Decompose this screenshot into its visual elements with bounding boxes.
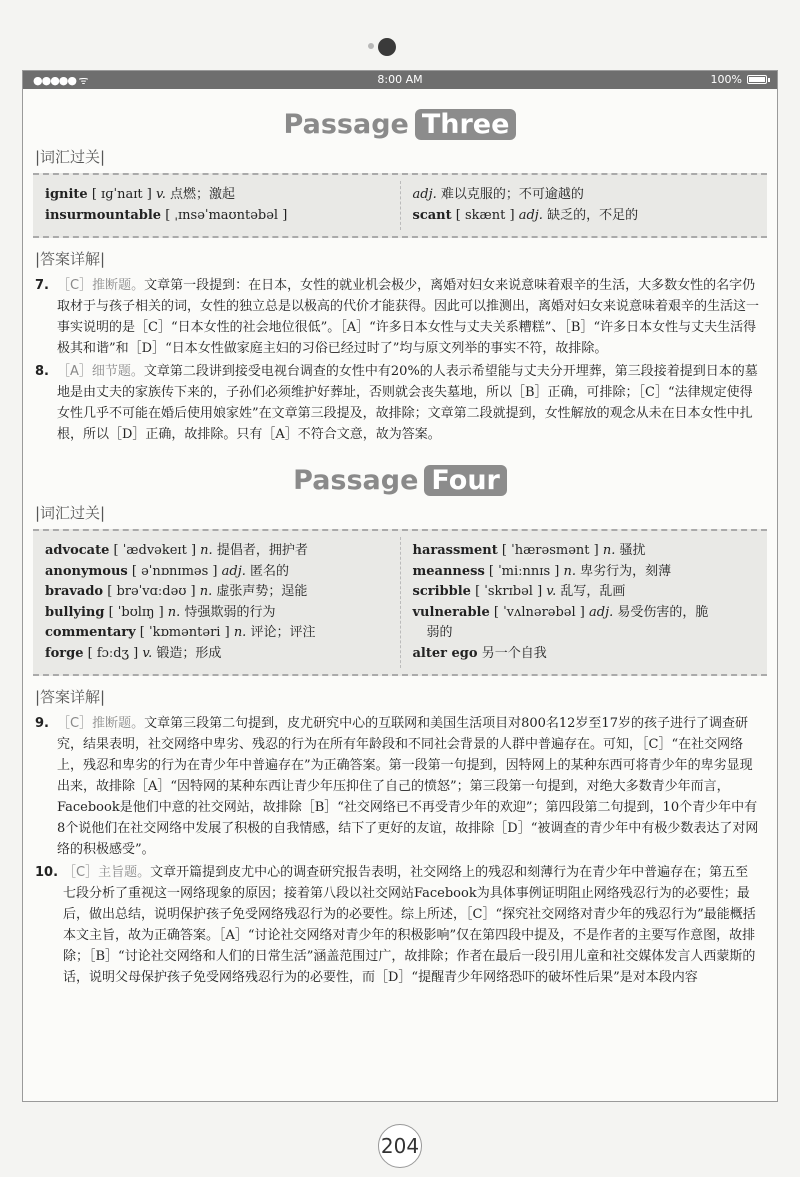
vocab-word: scant — [412, 207, 452, 223]
vocab-meaning: 点燃；激起 — [170, 187, 236, 202]
answers-section-label: |答案详解| — [35, 688, 106, 706]
vocab-pos: n. — [199, 584, 213, 599]
answer-item — [23, 275, 777, 359]
vocab-entry — [413, 582, 756, 603]
vocab-meaning: 虚张声势；逞能 — [216, 584, 308, 599]
battery-percent: 100% — [710, 73, 742, 86]
vocab-pos: n. — [200, 543, 213, 558]
answer-key: ［C］推断题。 — [57, 278, 145, 293]
vocab-entry — [413, 603, 756, 624]
answer-number: 9. — [35, 716, 49, 731]
vocab-pos: n. — [167, 604, 181, 620]
vocab-word: insurmountable — [45, 207, 162, 223]
camera-dot — [368, 43, 374, 49]
vocab-phonetic: [ ˈhærəsmənt ] — [501, 543, 599, 558]
answers-list-three — [23, 275, 777, 445]
vocab-word: forge — [45, 645, 84, 661]
vocab-entry — [45, 582, 388, 603]
vocab-column-right — [401, 181, 768, 230]
passage-three-title — [23, 109, 777, 140]
vocab-entry — [45, 562, 388, 583]
vocab-word: commentary — [45, 625, 136, 640]
answer-text: 文章开篇提到皮尤中心的调查研究报告表明，社交网络上的残忍和刻薄行为在青少年中普遍存在；第五至七段分析了重视这一网络现象的原因；接着第八段以社交网站Facebook为具体事例证明阻止网络残忍行为的必要性；最后，做出总结，说明保护孩子免受网络残忍行为的必要性。综上所述，［C］“探究社交网络对青少年的残忍行为”最能概括本文主旨，故为正确答案。［A］“讨论社交网络对青少年的积极影响”仅在第四段中提及，不是作者的主要写作意图，故排除；［B］“讨论社交网络和人们的日常生活”涵盖范围过广，故排除；作者在最后一段引用儿童和社交媒体发言人西蒙斯的话，说明父母保护孩子免受网络残忍行为的必要性，而［D］“提醒青少年网络恐吓的破坏性后果”是对本段内容 — [63, 865, 756, 985]
vocab-pos: n. — [602, 543, 616, 558]
vocab-word: harassment — [412, 543, 498, 558]
vocab-meaning: 评论；评注 — [250, 625, 316, 640]
vocab-meaning: 难以克服的；不可逾越的 — [440, 187, 584, 202]
vocab-entry — [45, 206, 388, 227]
answer-item — [23, 361, 777, 445]
vocab-meaning: 锻造；形成 — [156, 645, 222, 661]
vocab-entry — [413, 541, 756, 562]
answer-text: 文章第三段第二句提到，皮尤研究中心的互联网和美国生活项目对800名12岁至17岁的孩子进行了调查研究，结果表明，社交网络中卑劣、残忍的行为在所有年龄段和不同社会背景的人群中普遍存在。可知，［C］“在社交网络上，残忍和卑劣的行为在青少年中普遍存在”为正确答案。第一段第一句提到，因特网上的某种东西可将青少年的卑劣显现出来，故排除［A］“因特网的某种东西让青少年压抑住了自己的愤怒”；第三段第一句提到，对绝大多数青少年而言，Facebook是他们中意的社交网站，故排除［B］“社交网络已不再受青少年的欢迎”；第四段第二句提到，10个青少年中有8个说他们在社交网络中发展了积极的自我情感，结下了更好的友谊，故排除［D］“被调查的青少年中有极少数表达了对网络的积极感受”。 — [57, 716, 759, 857]
vocab-phonetic: [ ˈskrɪbəl ] — [475, 584, 543, 599]
passage-four-title — [23, 465, 777, 496]
vocab-phonetic: [ ˈbʊlɪŋ ] — [108, 604, 164, 620]
vocab-entry — [413, 562, 756, 583]
vocab-column-left — [33, 181, 401, 230]
vocab-pos: v. — [155, 187, 166, 202]
answer-key: ［C］主旨题。 — [63, 865, 151, 880]
answers-list-four — [23, 713, 777, 988]
vocab-entry — [413, 623, 756, 644]
vocab-meaning: 缺乏的，不足的 — [547, 207, 639, 223]
vocab-meaning: 匿名的 — [250, 563, 290, 579]
vocab-pos: adj. — [412, 187, 437, 202]
vocab-phonetic: [ ˈmiːnnɪs ] — [488, 563, 560, 579]
vocab-pos: v. — [546, 584, 557, 599]
vocab-section-label: |词汇过关| — [35, 148, 106, 166]
vocab-phonetic: [ skænt ] — [455, 207, 515, 223]
vocab-pos: n. — [563, 563, 576, 579]
vocab-entry — [45, 623, 388, 644]
vocab-column-right — [401, 537, 768, 668]
vocab-word: bravado — [45, 584, 104, 599]
vocab-entry — [45, 185, 388, 206]
battery-status — [711, 73, 767, 86]
vocab-meaning: 恃强欺弱的行为 — [184, 604, 276, 620]
tablet-screen — [22, 70, 778, 1102]
signal-icon: ●●●●● ᯤ — [33, 74, 88, 87]
vocab-box-four — [33, 529, 767, 676]
answer-item — [23, 862, 777, 988]
vocab-phonetic: [ ˈædvəkeɪt ] — [113, 543, 197, 558]
vocab-meaning: 另一个自我 — [481, 645, 547, 661]
vocab-word: meanness — [412, 563, 485, 579]
vocab-phonetic: [ ˌɪnsəˈmaʊntəbəl ] — [165, 207, 288, 223]
vocab-pos: adj. — [221, 563, 246, 579]
vocab-phonetic: [ əˈnɒnɪməs ] — [131, 563, 218, 579]
answer-number: 7. — [35, 278, 49, 293]
vocab-entry — [45, 644, 388, 665]
camera-lens — [378, 38, 396, 56]
page-number: 204 — [378, 1124, 422, 1168]
vocab-word: bullying — [45, 604, 105, 620]
vocab-column-left — [33, 537, 401, 668]
vocab-phonetic: [ ɪɡˈnaɪt ] — [91, 187, 152, 202]
vocab-entry — [413, 644, 756, 665]
answer-key: ［A］细节题。 — [57, 364, 144, 379]
answer-number: 8. — [35, 364, 49, 379]
vocab-meaning: 提倡者，拥护者 — [216, 543, 308, 558]
vocab-entry — [45, 603, 388, 624]
answer-item — [23, 713, 777, 860]
vocab-phonetic: [ fɔːdʒ ] — [87, 645, 139, 661]
vocab-meaning: 弱的 — [426, 625, 453, 640]
vocab-pos: v. — [142, 645, 153, 661]
vocab-entry — [413, 206, 756, 227]
vocab-meaning: 骚扰 — [619, 543, 646, 558]
vocab-box-three — [33, 173, 767, 238]
vocab-phonetic: [ ˈvʌlnərəbəl ] — [493, 604, 585, 620]
battery-fill — [749, 77, 765, 82]
answer-key: ［C］推断题。 — [57, 716, 145, 731]
vocab-word: anonymous — [45, 563, 128, 579]
vocab-section-label: |词汇过关| — [35, 504, 106, 522]
answer-number: 10. — [35, 865, 59, 880]
vocab-entry — [413, 185, 756, 206]
passage-number: Four — [424, 465, 506, 496]
vocab-entry — [45, 541, 388, 562]
battery-icon — [747, 75, 767, 84]
status-bar — [23, 71, 777, 89]
vocab-pos: n. — [233, 625, 247, 640]
vocab-word: alter ego — [412, 645, 478, 661]
vocab-meaning: 易受伤害的，脆 — [617, 604, 709, 620]
vocab-phonetic: [ brəˈvɑːdəʊ ] — [107, 584, 196, 599]
vocab-pos: adj. — [589, 604, 614, 620]
passage-word: Passage — [283, 109, 409, 140]
vocab-meaning: 乱写，乱画 — [560, 584, 626, 599]
vocab-pos: adj. — [518, 207, 543, 223]
answers-section-label: |答案详解| — [35, 250, 106, 268]
passage-number: Three — [415, 109, 517, 140]
status-time: 8:00 AM — [377, 73, 423, 86]
passage-word: Passage — [293, 465, 419, 496]
vocab-phonetic: [ ˈkɒməntəri ] — [139, 625, 230, 640]
answer-text: 文章第一段提到：在日本，女性的就业机会极少，离婚对妇女来说意味着艰辛的生活，大多数女性的名字仍取材于与孩子相关的词，女性的独立总是以极高的代价才能获得。因此可以推测出，离婚对妇女来说意味着艰辛的生活这一事实说明的是［C］“日本女性的社会地位很低”。［A］“许多日本女性与丈夫关系糟糕”、［B］“许多日本女性与丈夫生活得极其和谐”和［D］“日本女性做家庭主妇的习俗已经过时了”均与原文列举的事实不符，故排除。 — [57, 278, 760, 356]
vocab-word: ignite — [45, 187, 88, 202]
vocab-word: advocate — [45, 543, 110, 558]
vocab-meaning: 卑劣行为，刻薄 — [580, 563, 672, 579]
vocab-word: vulnerable — [412, 604, 490, 620]
answer-text: 文章第二段讲到接受电视台调查的女性中有20%的人表示希望能与丈夫分开埋葬，第三段接着提到日本的墓地是由丈夫的家族传下来的，子孙们必须维护好葬址，否则就会丧失墓地，所以［B］正确，可排除；［C］“法律规定使得女性几乎不可能在婚后使用娘家姓”在文章第三段提及，故排除；文章第二段就提到，女性解放的观念从未在日本女性中扎根，所以［D］正确，故排除。只有［A］不符合文意，故为答案。 — [57, 364, 758, 442]
page-number-wrap — [0, 1124, 800, 1168]
vocab-word: scribble — [412, 584, 471, 599]
